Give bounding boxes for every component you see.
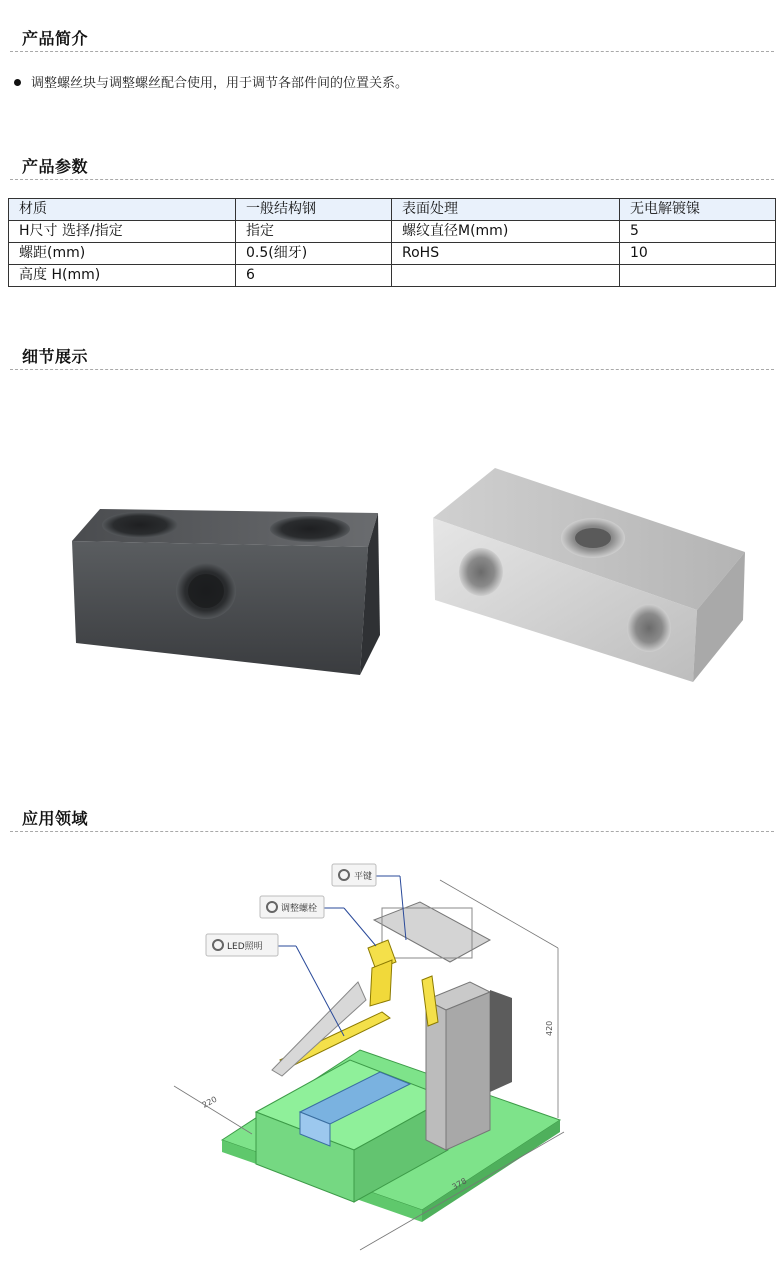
- table-row: [9, 221, 776, 243]
- table-cell: 0.5(细牙): [236, 243, 392, 265]
- table-cell: 一般结构钢: [236, 199, 392, 221]
- table-row: [9, 199, 776, 221]
- intro-bullet-text: 调整螺丝块与调整螺丝配合使用，用于调节各部件间的位置关系。: [31, 76, 409, 91]
- table-cell: 螺距(mm): [9, 243, 236, 265]
- section-divider: [10, 369, 774, 370]
- product-photo-dark-block: [60, 495, 390, 685]
- table-cell: 5: [620, 221, 776, 243]
- section-divider: [10, 51, 774, 52]
- section-title-intro: 产品简介: [22, 29, 89, 48]
- table-cell: 指定: [236, 221, 392, 243]
- svg-text:调整螺栓: 调整螺栓: [281, 904, 318, 914]
- product-photo-silver-block: [425, 460, 755, 690]
- bullet-icon: [14, 79, 21, 86]
- section-title-params: 产品参数: [22, 157, 89, 176]
- table-cell: 10: [620, 243, 776, 265]
- table-cell: [620, 265, 776, 287]
- table-cell: [392, 265, 620, 287]
- table-cell: 螺纹直径M(mm): [392, 221, 620, 243]
- table-row: [9, 243, 776, 265]
- application-diagram: [160, 850, 580, 1260]
- section-title-detail: 细节展示: [22, 347, 89, 366]
- svg-text:平键: 平键: [354, 872, 373, 882]
- svg-text:LED照明: LED照明: [227, 942, 263, 952]
- table-cell: RoHS: [392, 243, 620, 265]
- table-cell: 6: [236, 265, 392, 287]
- params-table: [8, 198, 776, 287]
- table-row: [9, 265, 776, 287]
- dimension-label-width: 220: [200, 1094, 219, 1110]
- callout-adjust-screw: [260, 896, 324, 918]
- table-cell: 表面处理: [392, 199, 620, 221]
- intro-bullet: [14, 72, 408, 91]
- section-title-application: 应用领域: [22, 809, 89, 828]
- dimension-label-depth: 378: [450, 1176, 469, 1192]
- table-cell: H尺寸 选择/指定: [9, 221, 236, 243]
- table-cell: 无电解镀镍: [620, 199, 776, 221]
- dimension-label-height: 420: [545, 1020, 554, 1036]
- callout-led: [206, 934, 278, 956]
- section-divider: [10, 831, 774, 832]
- table-cell: 高度 H(mm): [9, 265, 236, 287]
- table-cell: 材质: [9, 199, 236, 221]
- callout-flat-key: [332, 864, 376, 886]
- section-divider: [10, 179, 774, 180]
